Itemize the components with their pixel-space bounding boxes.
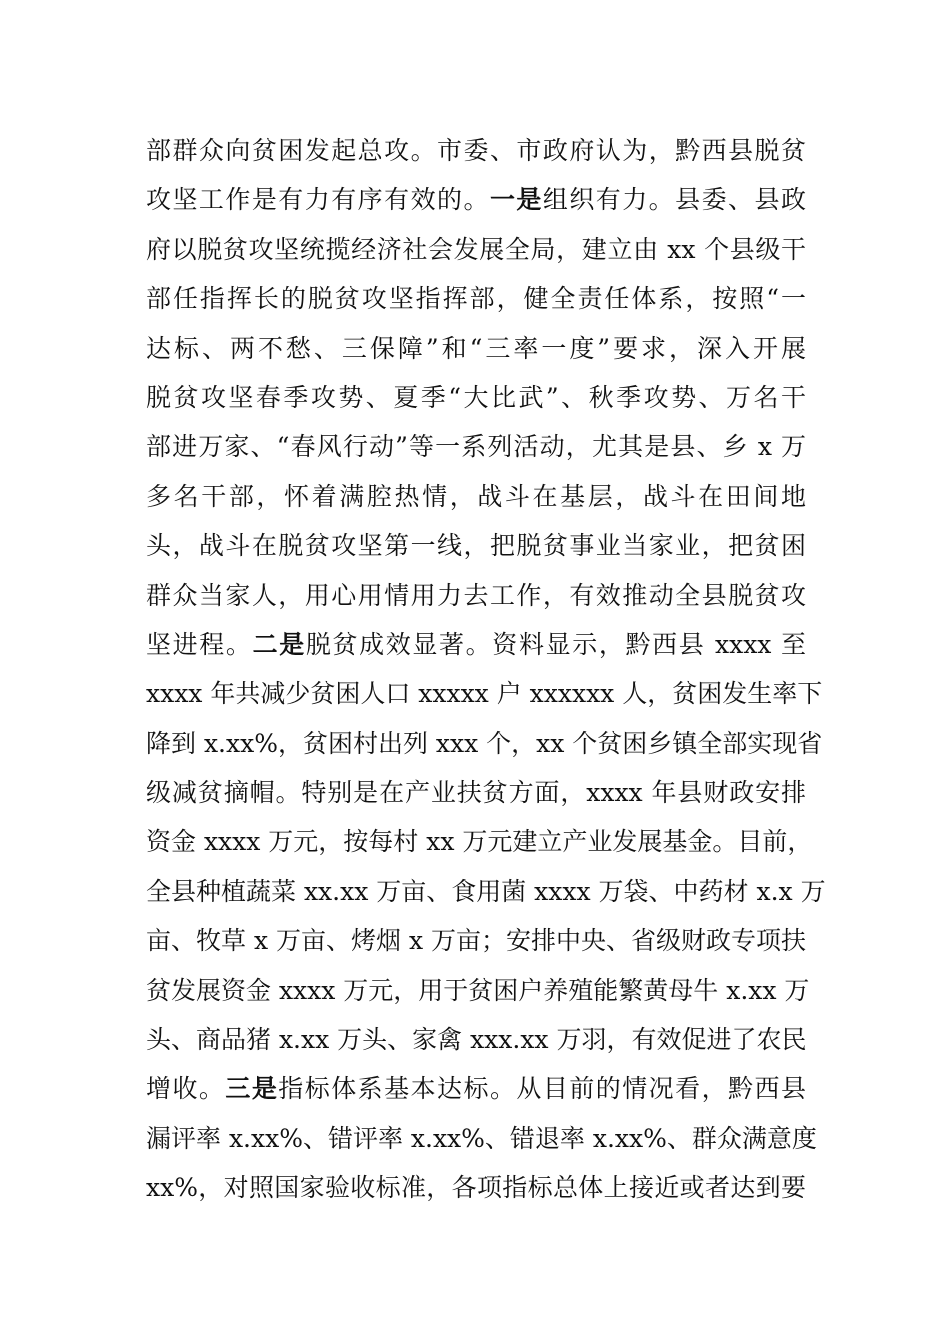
text-segment: 漏评率 x.xx%、错评率 x.xx%、错退率 x.xx%、群众满意度 — [146, 1123, 817, 1153]
body-paragraph — [146, 126, 826, 1213]
text-segment: 贫发展资金 xxxx 万元，用于贫困户养殖能繁黄母牛 x.xx 万 — [146, 975, 810, 1005]
text-segment: 多名干部，怀着满腔热情，战斗在基层，战斗在田间地 — [146, 481, 806, 511]
text-segment: 全县种植蔬菜 xx.xx 万亩、食用菌 xxxx 万袋、中药材 x.x 万 — [146, 876, 826, 906]
text-line — [146, 620, 806, 669]
text-segment: 级减贫摘帽。特别是在产业扶贫方面，xxxx 年县财政安排 — [146, 778, 806, 808]
bold-keyword: 二是 — [252, 629, 306, 659]
text-line — [146, 669, 823, 718]
text-segment: 部进万家、“春风行动”等一系列活动，尤其是县、乡 x 万 — [146, 432, 806, 462]
text-line — [146, 422, 806, 471]
text-segment: 坚进程。 — [146, 629, 253, 659]
text-segment: 亩、牧草 x 万亩、烤烟 x 万亩；安排中央、省级财政专项扶 — [146, 926, 806, 956]
text-line — [146, 571, 806, 620]
bold-keyword: 一是 — [489, 185, 543, 215]
text-segment: 指标体系基本达标。从目前的情况看，黔西县 — [278, 1074, 806, 1104]
text-segment: 头，战斗在脱贫攻坚第一线，把脱贫事业当家业，把贫困 — [146, 531, 806, 561]
text-line — [146, 175, 806, 224]
text-line — [146, 817, 813, 866]
text-segment: 府以脱贫攻坚统揽经济社会发展全局，建立由 xx 个县级干 — [146, 234, 806, 264]
text-line — [146, 1064, 806, 1113]
text-line — [146, 521, 806, 570]
text-line — [146, 472, 806, 521]
text-line — [146, 126, 806, 175]
text-line — [146, 966, 810, 1015]
text-line — [146, 373, 806, 422]
text-line — [146, 1163, 806, 1212]
text-line — [146, 225, 806, 274]
text-segment: 部群众向贫困发起总攻。市委、市政府认为，黔西县脱贫 — [146, 136, 806, 165]
text-segment: 攻坚工作是有力有序有效的。 — [146, 185, 490, 215]
text-line — [146, 916, 806, 965]
text-segment: 部任指挥长的脱贫攻坚指挥部，健全责任体系，按照“一 — [146, 284, 806, 314]
text-segment: 群众当家人，用心用情用力去工作，有效推动全县脱贫攻 — [146, 580, 806, 610]
text-segment: 资金 xxxx 万元，按每村 xx 万元建立产业发展基金。目前， — [146, 827, 813, 857]
text-segment: 脱贫成效显著。资料显示，黔西县 xxxx 至 — [305, 629, 806, 659]
text-line — [146, 768, 806, 817]
text-line — [146, 1015, 806, 1064]
text-segment: 头、商品猪 x.xx 万头、家禽 xxx.xx 万羽，有效促进了农民 — [146, 1025, 807, 1055]
text-segment: xx%，对照国家验收标准，各项指标总体上接近或者达到要 — [146, 1173, 806, 1203]
text-line — [146, 274, 806, 323]
text-line — [146, 719, 823, 768]
text-segment: 组织有力。县委、县政 — [542, 185, 806, 215]
text-segment: 增收。 — [146, 1074, 226, 1104]
text-line — [146, 1114, 817, 1163]
text-segment: 降到 x.xx%，贫困村出列 xxx 个，xx 个贫困乡镇全部实现省 — [146, 728, 823, 758]
bold-keyword: 三是 — [225, 1074, 279, 1104]
text-segment: 达标、两不愁、三保障”和“三率一度”要求，深入开展 — [146, 333, 806, 363]
text-segment: xxxx 年共减少贫困人口 xxxxx 户 xxxxxx 人，贫困发生率下 — [146, 679, 823, 709]
text-segment: 脱贫攻坚春季攻势、夏季“大比武”、秋季攻势、万名干 — [146, 382, 806, 412]
text-line — [146, 324, 806, 373]
text-line — [146, 867, 826, 916]
